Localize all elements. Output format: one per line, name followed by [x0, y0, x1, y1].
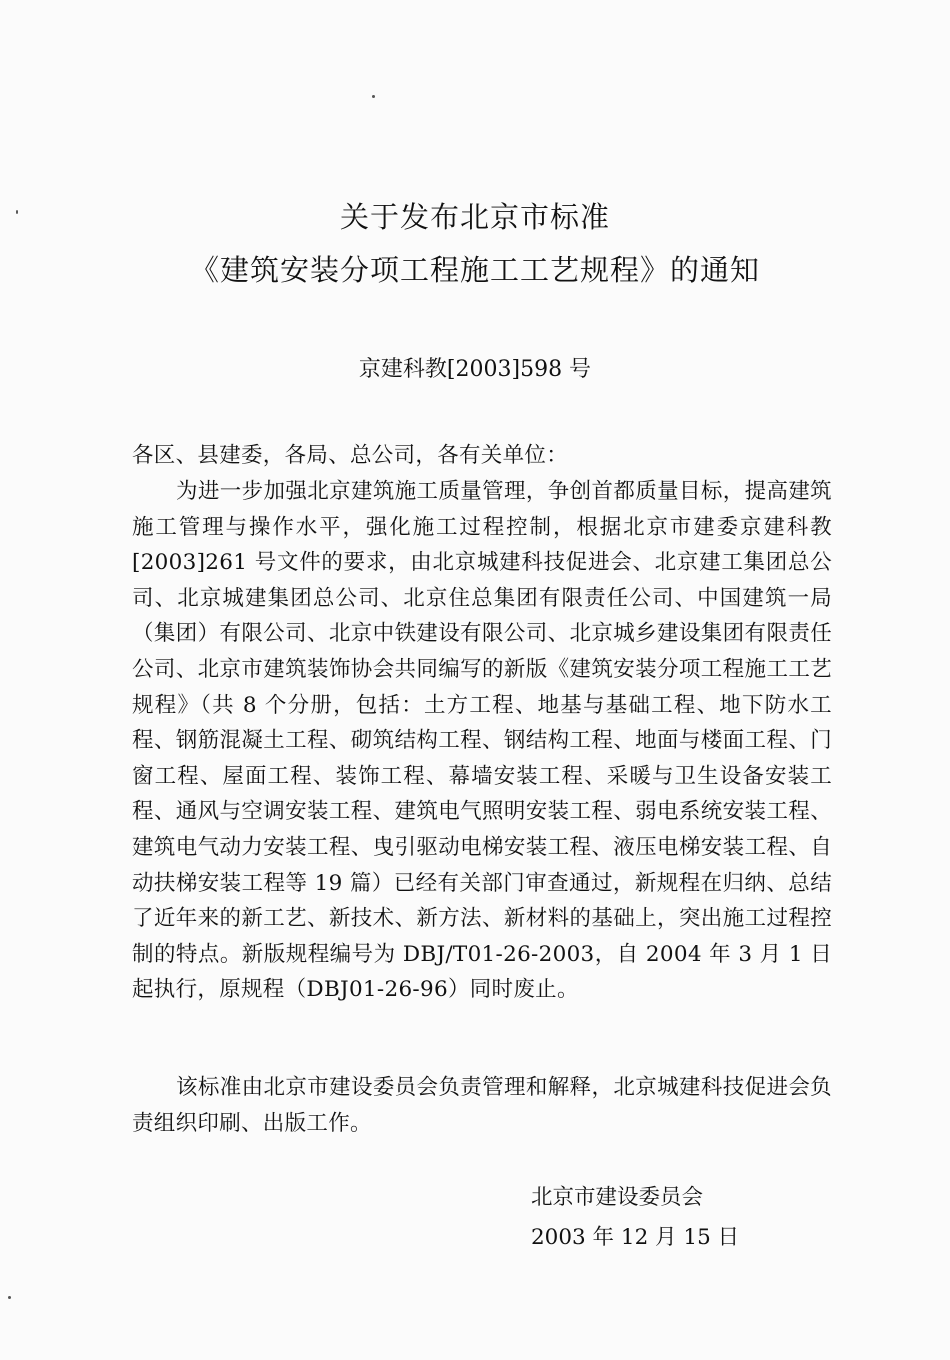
signature-organization: 北京市建设委员会 [531, 1185, 704, 1210]
document-number: 京建科教[2003]598 号 [358, 357, 592, 382]
scan-speck [8, 1296, 11, 1299]
notice-title-line2: 《建筑安装分项工程施工工艺规程》的通知 [189, 253, 760, 287]
notice-title-line1: 关于发布北京市标准 [339, 200, 610, 234]
signature-date: 2003 年 12 月 15 日 [531, 1225, 740, 1250]
salutation: 各区、县建委，各局、总公司，各有关单位： [132, 443, 569, 468]
body-paragraph-2: 该标准由北京市建设委员会负责管理和解释，北京城建科技促进会负责组织印刷、出版工作。 [132, 1075, 832, 1136]
scan-speck [372, 95, 375, 98]
body-paragraph-1: 为进一步加强北京建筑施工质量管理，争创首都质量目标，提高建筑施工管理与操作水平，强化施工过程控制，根据北京市建委京建科教[2003]261 号文件的要求，由北京城建科技促进会、北京建工集团总公司、北京城建集团总公司、北京住总集团有限责任公司、中国建筑一局（集团）有限公司、北京中铁建设有限公司、北京城乡建设集团有限责任公司、北京市建筑装饰协会共同编写的新版《建筑安装分项工程施工工艺规程》（共 8 个分册，包括：土方工程、地基与基础工程、地下防水工程、钢筋混凝土工程、砌筑结构工程、钢结构工程、地面与楼面工程、门窗工程、屋面工程、装饰工程、幕墙安装工程、采暖与卫生设备安装工程、通风与空调安装工程、建筑电气照明安装工程、弱电系统安装工程、建筑电气动力安装工程、曳引驱动电梯安装工程、液压电梯安装工程、自动扶梯安装工程等 19 篇）已经有关部门审查通过，新规程在归纳、总结了近年来的新工艺、新技术、新方法、新材料的基础上，突出施工过程控制的特点。新版规程编号为 DBJ/T01-26-2003，自 2004 年 3 月 1 日起执行，原规程（DBJ01-26-96）同时废止。 [132, 479, 832, 1003]
